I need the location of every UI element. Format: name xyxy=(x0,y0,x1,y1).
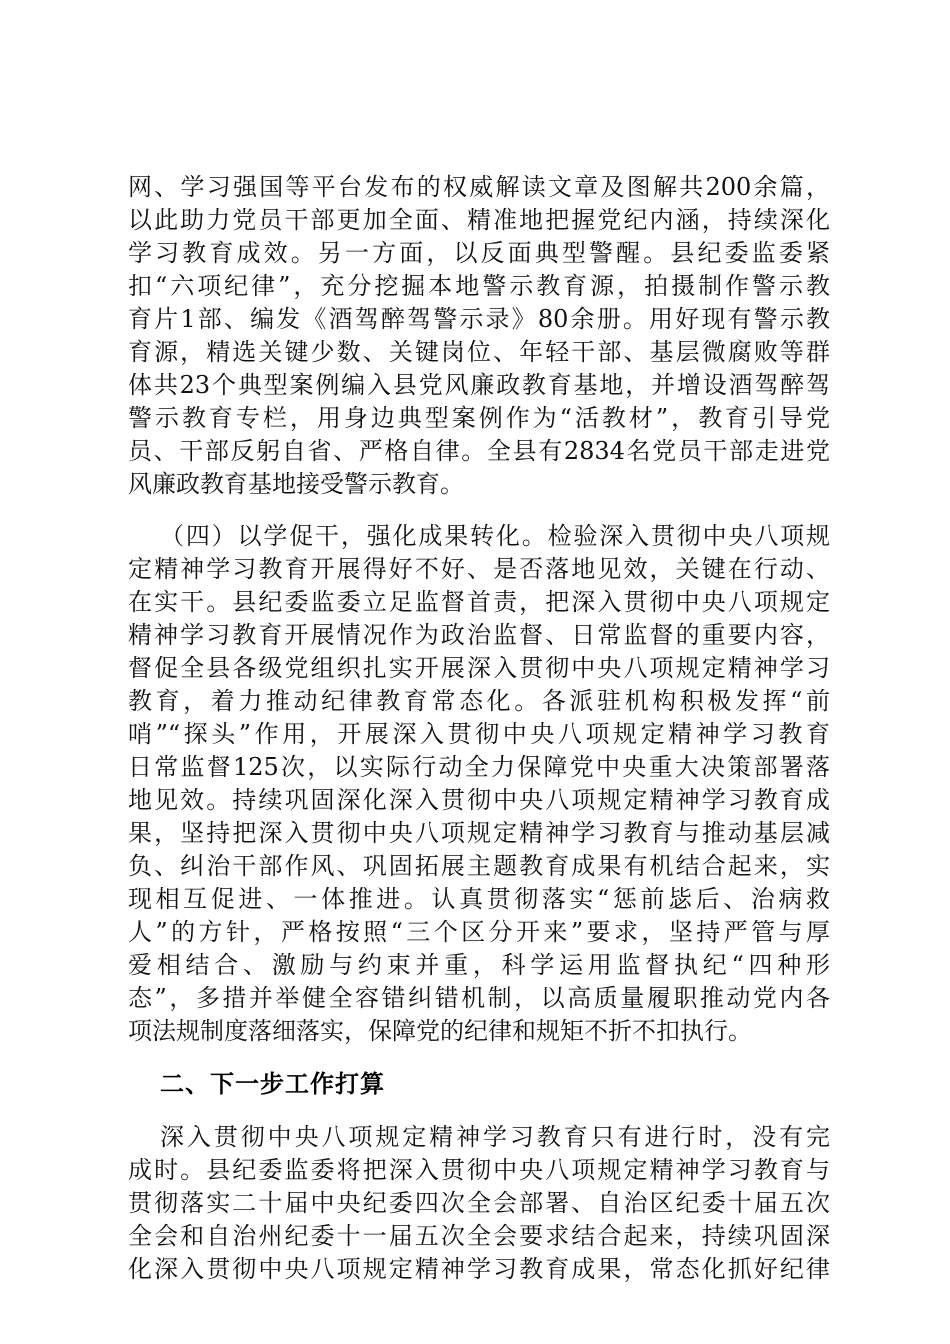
paragraph-line: 警示教育专栏，用身边典型案例作为“活教材”，教育引导党 xyxy=(128,404,830,432)
paragraph-line: 态”，多措并举健全容错纠错机制，以高质量履职推动党内各 xyxy=(128,984,830,1012)
paragraph-line: 学习教育成效。另一方面，以反面典型警醒。县纪委监委紧 xyxy=(128,239,830,267)
paragraph-line: 精神学习教育开展情况作为政治监督、日常监督的重要内容， xyxy=(128,621,830,649)
paragraph-line: 教育，着力推动纪律教育常态化。各派驻机构积极发挥“前 xyxy=(128,687,830,715)
paragraph-line: 在实干。县纪委监委立足监督首责，把深入贯彻中央八项规定 xyxy=(128,588,830,616)
paragraph-line: 风廉政教育基地接受警示教育。 xyxy=(128,470,464,498)
paragraph-line: 日常监督125次，以实际行动全力保障党中央重大决策部署落 xyxy=(128,753,830,781)
paragraph-line: 化深入贯彻中央八项规定精神学习教育成果，常态化抓好纪律 xyxy=(128,1255,830,1283)
paragraph-line: 网、学习强国等平台发布的权威解读文章及图解共200余篇， xyxy=(128,173,830,201)
paragraph-line: 育源，精选关键少数、关键岗位、年轻干部、基层微腐败等群 xyxy=(128,338,830,366)
paragraph-line: 督促全县各级党组织扎实开展深入贯彻中央八项规定精神学习 xyxy=(128,654,830,682)
paragraph-line: 全会和自治州纪委十一届五次全会要求结合起来，持续巩固深 xyxy=(128,1222,830,1250)
paragraph-line: 负、纠治干部作风、巩固拓展主题教育成果有机结合起来，实 xyxy=(128,852,830,880)
paragraph-line: 员、干部反躬自省、严格自律。全县有2834名党员干部走进党 xyxy=(128,437,830,465)
paragraph-line: 爱相结合、激励与约束并重，科学运用监督执纪“四种形 xyxy=(128,951,830,979)
paragraph-line: 深入贯彻中央八项规定精神学习教育只有进行时，没有完 xyxy=(160,1123,830,1151)
paragraph-line: 体共23个典型案例编入县党风廉政教育基地，并增设酒驾醉驾 xyxy=(128,371,830,399)
paragraph-line: 以此助力党员干部更加全面、精准地把握党纪内涵，持续深化 xyxy=(128,206,830,234)
section-heading: 二、下一步工作打算 xyxy=(160,1070,385,1098)
paragraph-line: 成时。县纪委监委将把深入贯彻中央八项规定精神学习教育与 xyxy=(128,1156,830,1184)
paragraph-line: 项法规制度落细落实，保障党的纪律和规矩不折不扣执行。 xyxy=(128,1017,752,1045)
paragraph-line: 贯彻落实二十届中央纪委四次全会部署、自治区纪委十届五次 xyxy=(128,1189,830,1217)
paragraph-line: 果，坚持把深入贯彻中央八项规定精神学习教育与推动基层减 xyxy=(128,819,830,847)
paragraph-line: （四）以学促干，强化成果转化。检验深入贯彻中央八项规 xyxy=(160,522,830,550)
paragraph-line: 地见效。持续巩固深化深入贯彻中央八项规定精神学习教育成 xyxy=(128,786,830,814)
paragraph-line: 育片1部、编发《酒驾醉驾警示录》80余册。用好现有警示教 xyxy=(128,305,830,333)
paragraph-line: 定精神学习教育开展得好不好、是否落地见效，关键在行动、 xyxy=(128,555,830,583)
paragraph-line: 哨”“探头”作用，开展深入贯彻中央八项规定精神学习教育 xyxy=(128,720,830,748)
paragraph-line: 现相互促进、一体推进。认真贯彻落实“惩前毖后、治病救 xyxy=(128,885,830,913)
paragraph-line: 扣“六项纪律”，充分挖掘本地警示教育源，拍摄制作警示教 xyxy=(128,272,830,300)
paragraph-line: 人”的方针，严格按照“三个区分开来”要求，坚持严管与厚 xyxy=(128,918,830,946)
